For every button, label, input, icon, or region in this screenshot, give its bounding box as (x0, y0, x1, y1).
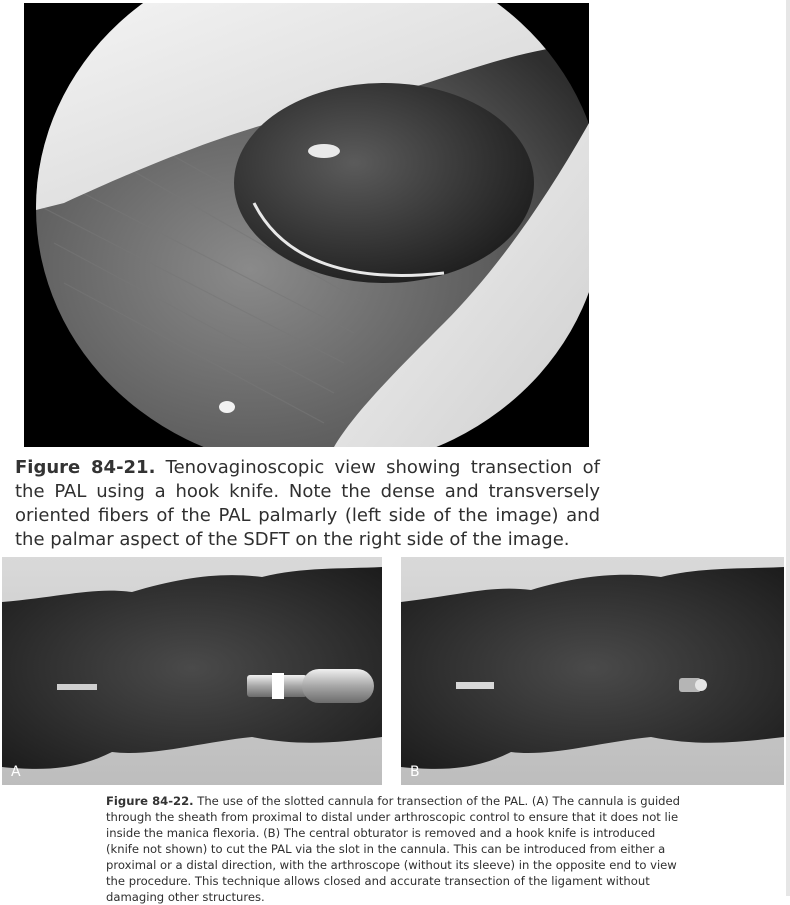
figure-84-22-panel-a (2, 557, 382, 785)
figure-84-21-caption (15, 456, 600, 552)
page-edge-rule (786, 0, 790, 896)
figure-84-21-caption-text: Tenovaginoscopic view showing transection of the PAL using a hook knife. Note the dense and transversely oriented fibers of the PAL palmarly (left side of the image) and the palmar aspect of the SDFT on the right side of the image. (15, 457, 600, 550)
figure-84-21-label: Figure 84-21. (15, 457, 156, 478)
figure-84-22-label: Figure 84-22. (106, 794, 194, 808)
figure-84-22-caption (106, 793, 682, 905)
figure-84-21-image (24, 3, 589, 447)
panel-b-letter: B (410, 764, 420, 780)
figure-84-22-panel-b (401, 557, 784, 785)
panel-a-letter: A (11, 764, 21, 780)
figure-84-22-caption-text: The use of the slotted cannula for transection of the PAL. (A) The cannula is guided through the sheath from proximal to distal under arthroscopic control to ensure that it does not lie inside the manica flexoria. (B) The central obturator is removed and a hook knife is introduced (knife not shown) to cut the PAL via the slot in the cannula. This can be introduced from either a proximal or a distal direction, with the arthroscope (without its sleeve) in the opposite end to view the procedure. This technique allows closed and accurate transection of the ligament without damaging other structures. (106, 794, 681, 904)
